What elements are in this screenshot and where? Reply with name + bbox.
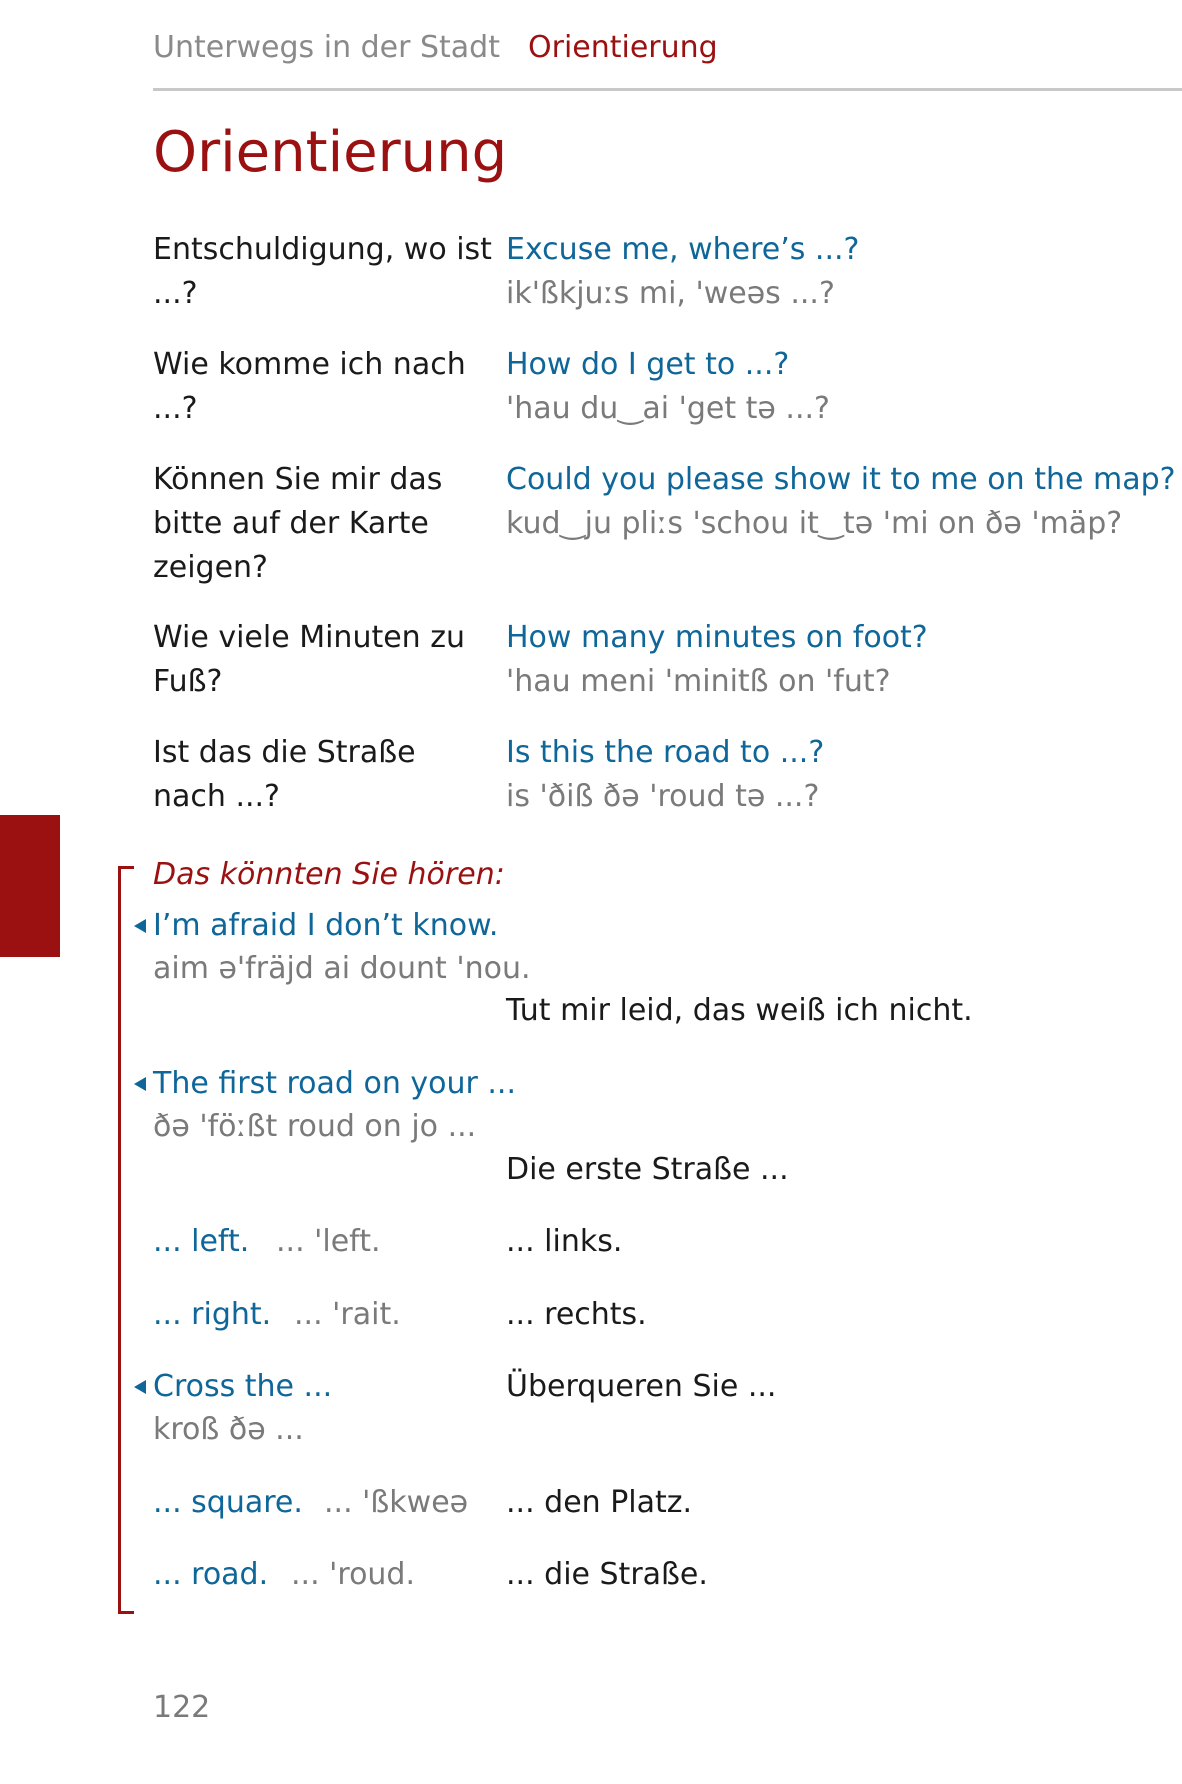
phrase-entry [506,228,1182,316]
hear-bracket-top [118,866,134,869]
hear-de: Tut mir leid, das weiß ich nicht. [506,993,973,1028]
phrase-pron: kud‿ju pliːs 'schou it‿tə 'mi on ðə 'mäp? [506,506,1123,541]
hear-pron: ðə 'föːßt roud on jo ... [153,1109,477,1144]
phrase-de: Ist das die Straße nach ...? [153,735,416,814]
phrase-de: Entschuldigung, wo ist ...? [153,232,492,311]
phrase-pron: is 'ðiß ðə 'roud tə ...? [506,779,820,814]
phrase-en: How do I get to ...? [506,347,790,382]
hear-bracket [118,866,121,1614]
hear-en: ... right. [153,1297,272,1332]
phrase-pron: 'hau du‿ai 'get tə ...? [506,391,830,426]
page-number: 122 [153,1690,211,1725]
hear-pron: aim ə'fräjd ai dount 'nou. [153,951,531,986]
phrase-entry [506,343,1182,431]
hear-pron: kroß ðə ... [153,1412,304,1447]
triangle-left-icon [134,1380,146,1394]
header-rule [153,88,1182,91]
triangle-left-icon [134,919,146,933]
triangle-left-icon [134,1077,146,1091]
hear-en: ... road. [153,1557,269,1592]
hear-de: ... den Platz. [506,1485,693,1520]
phrase-en: Excuse me, where’s ...? [506,232,860,267]
hear-de: ... die Straße. [506,1557,708,1592]
running-header-topic: Orientierung [528,30,718,65]
hear-de: Die erste Straße ... [506,1152,789,1187]
hear-pron: ... 'ßkweə [324,1485,469,1520]
hear-section-title: Das könnten Sie hören: [153,857,505,892]
phrase-entry [506,731,1182,819]
hear-en: ... square. [153,1485,303,1520]
phrase-de: Können Sie mir das bitte auf der Karte zeigen? [153,462,443,585]
phrase-de: Wie komme ich nach ...? [153,347,466,426]
hear-de: ... rechts. [506,1297,647,1332]
hear-bracket-bottom [118,1611,134,1614]
hear-de: ... links. [506,1224,623,1259]
running-header-section: Unterwegs in der Stadt [153,30,500,65]
phrase-pron: ik'ßkjuːs mi, 'weəs ...? [506,276,835,311]
hear-de: Überqueren Sie ... [506,1369,777,1404]
hear-en: I’m afraid I don’t know. [153,908,499,943]
phrase-en: How many minutes on foot? [506,620,928,655]
phrase-en: Is this the road to ...? [506,735,825,770]
hear-pron: ... 'left. [276,1224,381,1259]
phrase-entry [506,616,1182,704]
phrase-entry [506,458,1182,546]
chapter-tab [0,815,60,957]
phrase-pron: 'hau meni 'minitß on 'fut? [506,664,891,699]
phrase-en: Could you please show it to me on the map? [506,462,1176,497]
hear-en: ... left. [153,1224,250,1259]
page-title: Orientierung [153,120,508,185]
phrase-de: Wie viele Minuten zu Fuß? [153,620,465,699]
hear-en: The first road on your ... [153,1066,516,1101]
hear-en: Cross the ... [153,1369,333,1404]
hear-pron: ... 'rait. [294,1297,401,1332]
hear-pron: ... 'roud. [291,1557,416,1592]
